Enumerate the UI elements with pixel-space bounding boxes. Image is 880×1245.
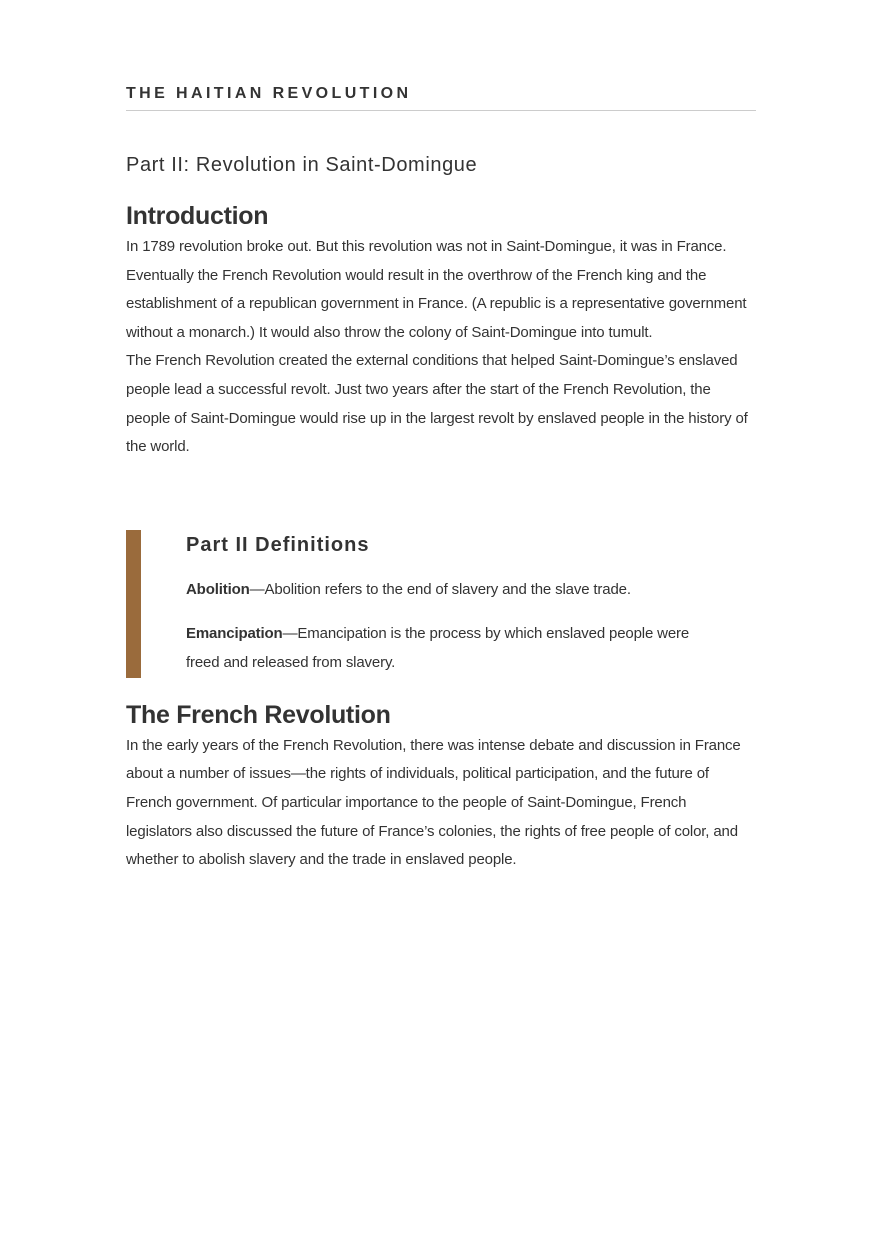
definition-separator: —: [282, 625, 298, 643]
definitions-title: Part II Definitions: [186, 533, 370, 556]
part-title: Part II: Revolution in Saint-Domingue: [126, 154, 478, 176]
french-revolution-section: [126, 698, 756, 875]
definition-text: Abolition refers to the end of slavery and the slave trade.: [264, 580, 631, 598]
definitions-content: [186, 530, 716, 678]
definition-separator: —: [249, 580, 265, 598]
definitions-accent-bar: [126, 530, 141, 678]
introduction-paragraph: The French Revolution created the external conditions that helped Saint-Domingue’s enslaved people lead a successful revolt. Just two years after the start of the French Revolution, the people of Saint-Domingue would rise up in the largest revolt by enslaved people in the history of the world.: [126, 352, 748, 456]
definition-term: Abolition: [186, 580, 250, 598]
definitions-callout: [126, 530, 756, 678]
running-header: THE HAITIAN REVOLUTION: [126, 84, 756, 111]
introduction-paragraph: In 1789 revolution broke out. But this revolution was not in Saint-Domingue, it was in France. Eventually the French Revolution would result in the overthrow of the French king and the establishment of a republican government in France. (A republic is a representative government without a monarch.) It would also throw the colony of Saint-Domingue into tumult.: [126, 238, 747, 341]
french-revolution-paragraph: In the early years of the French Revolution, there was intense debate and discussion in France about a number of issues—the rights of individuals, political participation, and the future of French government. Of particular importance to the people of Saint-Domingue, French legislators also discussed the future of France’s colonies, the rights of free people of color, and whether to abolish slavery and the trade in enslaved people.: [126, 736, 741, 869]
definition-entry-abolition: [186, 576, 716, 605]
definition-entry-emancipation: [186, 620, 716, 677]
introduction-heading: Introduction: [126, 202, 269, 230]
definition-text: Emancipation is the process by which enslaved people were freed and released from slavery.: [186, 625, 690, 671]
document-page: [126, 0, 756, 875]
definition-term: Emancipation: [186, 625, 283, 643]
french-revolution-heading: The French Revolution: [126, 700, 391, 729]
introduction-section: [126, 199, 756, 462]
